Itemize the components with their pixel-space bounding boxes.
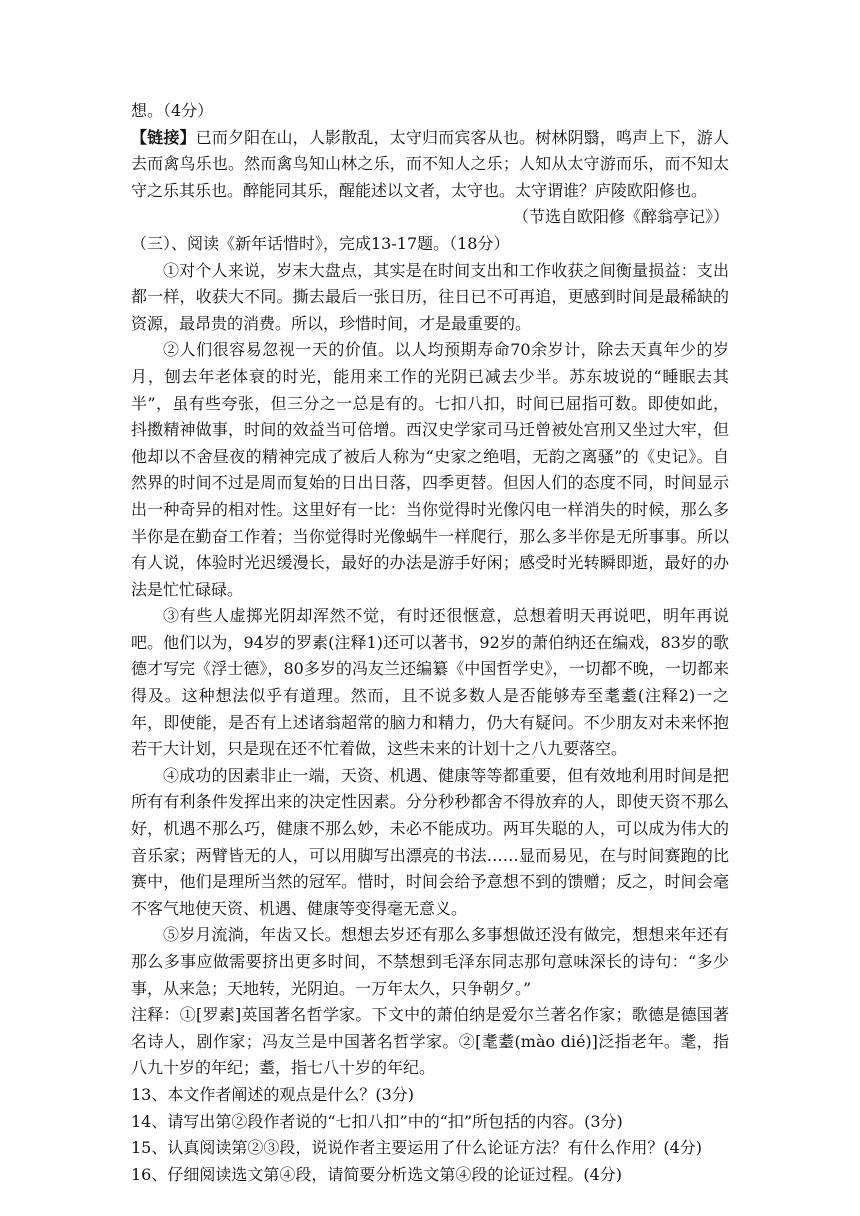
section-heading: （三）、阅读《新年话惜时》，完成13-17题。（18分） (131, 233, 510, 253)
paragraph-2: ②人们很容易忽视一天的价值。以人均预期寿命70余岁计，除去天真年少的岁月，刨去年老体衰的时光，能用来工作的光阴已减去少半。苏东坡说的“睡眠去其半”，虽有些夸张，但三分之一总是有的。七扣八扣，时间已屈指可数。即使如此，抖擞精神做事，时间的效益当可倍增。西汉史学家司马迁曾被处宫刑又坐过大牢，但他却以不舍昼夜的精神完成了被后人称为“史家之绝唱，无韵之离骚”的《史记》。自然界的时间不过是周而复始的日出日落，四季更替。但因人们的态度不同，时间显示出一种奇异的相对性。这里好有一比：当你觉得时光像闪电一样消失的时候，那么多半你是在勤奋工作着；当你觉得时光像蜗牛一样爬行，那么多半你是无所事事。所以有人说，体验时光迟缓漫长，最好的办法是游手好闲；感受时光转瞬即逝，最好的办法是忙忙碌碌。 (131, 340, 729, 599)
question-14: 14、请写出第②段作者说的“七扣八扣”中的“扣”所包括的内容。(3分) (131, 1111, 623, 1131)
paragraph-4: ④成功的因素非止一端，天资、机遇、健康等等都重要，但有效地利用时间是把所有有利条件发挥出来的决定性因素。分分秒秒都舍不得放弃的人，即使天资不那么好，机遇不那么巧，健康不那么妙，未必不能成功。两耳失聪的人，可以成为伟大的音乐家；两臂皆无的人，可以用脚写出漂亮的书法……显而易见，在与时间赛跑的比赛中，他们是理所当然的冠军。惜时，时间会给予意想不到的馈赠；反之，时间会毫不客气地使天资、机遇、健康等变得毫无意义。 (131, 765, 729, 918)
link-text: 已而夕阳在山，人影散乱，太守归而宾客从也。树林阴翳，鸣声上下，游人去而禽鸟乐也。然而禽鸟知山林之乐，而不知人之乐；人知从太守游而乐，而不知太守之乐其乐也。醉能同其乐，醒能述以文者，太守也。太守谓谁？庐陵欧阳修也。 (131, 127, 729, 200)
question-13: 13、本文作者阐述的观点是什么？(3分) (131, 1084, 415, 1104)
question-15: 15、认真阅读第②③段，说说作者主要运用了什么论证方法？有什么作用？(4分) (131, 1138, 703, 1158)
link-source: （节选自欧阳修《醉翁亭记》） (512, 207, 729, 227)
top-line: 想。（4分） (131, 101, 214, 120)
link-label: 【链接】 (131, 127, 196, 147)
paragraph-1: ①对个人来说，岁末大盘点，其实是在时间支出和工作收获之间衡量损益：支出都一样，收获大不同。撕去最后一张日历，往日已不可再追，更感到时间是最稀缺的资源，最昂贵的消费。所以，珍惜时间，才是最重要的。 (131, 260, 729, 333)
paragraph-5: ⑤岁月流淌，年齿又长。想想去岁还有那么多事想做还没有做完，想想来年还有那么多事应做需要挤出更多时间，不禁想到毛泽东同志那句意味深长的诗句：“多少事，从来急；天地转，光阴迫。一万年太久，只争朝夕。” (131, 925, 729, 998)
document-page (131, 98, 729, 1188)
link-passage (131, 125, 729, 205)
paragraph-3: ③有些人虚掷光阴却浑然不觉，有时还很惬意，总想着明天再说吧，明年再说吧。他们以为，94岁的罗素(注释1)还可以著书，92岁的萧伯纳还在编戏，83岁的歌德才写完《浮士德》，80多岁的冯友兰还编纂《中国哲学史》，一切都不晚，一切都来得及。这种想法似乎有道理。然而，且不说多数人是否能够寿至耄耋(注释2)一之年，即使能，是否有上述诸翁超常的脑力和精力，仍大有疑问。不少朋友对未来怀抱若干大计划，只是现在还不忙着做，这些未来的计划十之八九要落空。 (131, 606, 729, 759)
notes: 注释：①[罗素]英国著名哲学家。下文中的萧伯纳是爱尔兰著名作家；歌德是德国著名诗人，剧作家；冯友兰是中国著名哲学家。②[耄耋(mào dié)]泛指老年。耄，指八九十岁的年纪；耋，指七八十岁的年纪。 (131, 1005, 729, 1078)
question-16: 16、仔细阅读选文第④段，请简要分析选文第④段的论证过程。(4分) (131, 1164, 623, 1184)
